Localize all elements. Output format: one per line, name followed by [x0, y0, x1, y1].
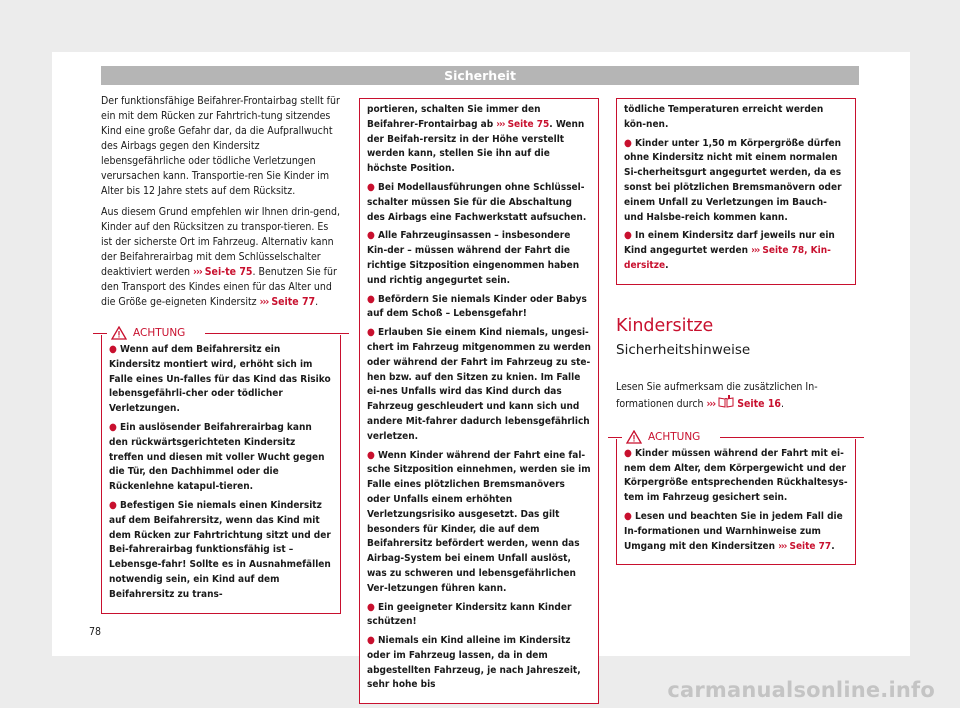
page-link[interactable]: Seite 77 [789, 540, 832, 552]
warning-triangle-icon [626, 430, 642, 444]
warning-item: ● Kinder müssen während der Fahrt mit ei-nem dem Alter, dem Körpergewicht und der Körpergröße entsprechenden Rückhaltesys-tem im Fahrzeug gesichert sein. [624, 447, 848, 504]
warning-item: ● Ein auslösender Beifahrerairbag kann den rückwärtsgerichteten Kindersitz treffen und diesen mit voller Wucht gegen die Tür, den Dachhimmel oder die Rückenlehne katapul-tieren. [109, 421, 325, 493]
warning-triangle-icon [111, 326, 127, 340]
book-icon [718, 395, 734, 408]
section-header: Sicherheit [101, 66, 859, 85]
warning-item: portieren, schalten Sie immer den Beifahrer-Frontairbag ab ››› Seite 75. Wenn der Beifah-rersitz in der Höhe verstellt werden kann, stellen Sie ihn auf die höchste Position. [367, 104, 585, 175]
warning-box-continued [359, 98, 599, 704]
subsection-heading: Sicherheitshinweise [616, 341, 751, 358]
column-3 [616, 98, 856, 565]
warning-item: ● In einem Kindersitz darf jeweils nur ein Kind angegurtet werden ››› Seite 78, Kin-dersitze. [624, 230, 835, 271]
chevron-triple-icon: ››› [706, 397, 716, 410]
column-2 [359, 98, 599, 704]
chevron-triple-icon: ››› [193, 266, 202, 278]
page-link[interactable]: Seite 77 [271, 296, 316, 308]
warning-item: ● Erlauben Sie einem Kind niemals, ungesi-chert im Fahrzeug mitgenommen zu werden oder während der Fahrt im Fahrzeug zu ste-hen bzw. auf den Sitzen zu knien. Im Falle ei-nes Unfalls wird das Kind durch das Fahrzeug geschleudert und kann sich und andere Mit-fahrer dadurch lebensgefährlich verletzen. [367, 327, 591, 442]
warning-title: ACHTUNG [648, 430, 701, 443]
warning-header [616, 428, 856, 448]
page-link[interactable]: Seite 78, Kin-dersitze [624, 245, 831, 271]
warning-box [101, 335, 341, 614]
warning-item: ● Wenn Kinder während der Fahrt eine fal-sche Sitzposition einnehmen, werden sie im Falle eines plötzlichen Bremsmanövers oder Unfalls einem erhöhten Verletzungsrisiko ausgesetzt. Das gilt besonders für Kinder, die auf dem Beifahrersitz befördert werden, wenn das Airbag-System bei einem Unfall auslöst, was zu schweren und lebensgefährlichen Ver-letzungen führen kann. [367, 449, 591, 594]
column-1 [101, 94, 341, 614]
warning-item: ● Wenn auf dem Beifahrersitz ein Kindersitz montiert wird, erhöht sich im Falle eines Un-falles für das Kind das Risiko lebensgefährli-cher oder tödlicher Verletzungen. [109, 344, 331, 415]
paragraph-intro: Der funktionsfähige Beifahrer-Frontairbag stellt für ein mit dem Rücken zur Fahrtrich-tung sitzendes Kind eine große Gefahr dar, da die Aufprallwucht des Airbags gegen den Kindersitz lebensgefährliche oder tödliche Verletzungen verursachen kann. Transportie-ren Sie Kinder im Alter bis 12 Jahre stets auf dem Rücksitz. [101, 95, 340, 197]
chevron-triple-icon: ››› [778, 540, 787, 552]
warning-item: tödliche Temperaturen erreicht werden kön-nen. [624, 104, 824, 130]
warning-box-continued [616, 98, 856, 285]
warning-item: ● Befördern Sie niemals Kinder oder Babys auf dem Schoß – Lebensgefahr! [367, 293, 587, 320]
page-link[interactable]: Sei-te 75 [204, 266, 253, 278]
paragraph-intro: Lesen Sie aufmerksam die zusätzlichen In-formationen durch ››› Seite 16. [616, 380, 818, 410]
watermark: carmanualsonline.info [667, 678, 935, 702]
warning-item: ● Alle Fahrzeuginsassen – insbesondere Kin-der – müssen während der Fahrt die richtige Sitzposition eingenommen haben und richtig angegurtet sein. [367, 230, 580, 286]
warning-header [101, 324, 341, 344]
section-heading: Kindersitze [616, 315, 714, 336]
warning-title: ACHTUNG [133, 327, 186, 339]
warning-item: ● Niemals ein Kind alleine im Kindersitz oder im Fahrzeug lassen, da in dem abgestellten Fahrzeug, je nach Jahreszeit, sehr hohe bis [367, 635, 581, 691]
page-link[interactable]: Seite 16 [737, 397, 782, 410]
warning-item: ● Kinder unter 1,50 m Körpergröße dürfen ohne Kindersitz nicht mit einem normalen Si-cherheitsgurt angegurtet werden, da es sonst bei plötzlichen Bremsmanövern oder einem Unfall zu Verletzungen im Bauch- und Halsbe-reich kommen kann. [624, 137, 842, 223]
warning-item: ● Ein geeigneter Kindersitz kann Kinder schützen! [367, 601, 572, 628]
chevron-triple-icon: ››› [751, 245, 760, 257]
warning-box [616, 439, 856, 566]
warning-item: ● Lesen und beachten Sie in jedem Fall die In-formationen und Warnhinweise zum Umgang mit den Kindersitzen ››› Seite 77. [624, 510, 843, 552]
chevron-triple-icon: ››› [259, 296, 269, 308]
chevron-triple-icon: ››› [496, 118, 505, 130]
page-number: 78 [89, 626, 102, 638]
warning-item: ● Befestigen Sie niemals einen Kindersitz auf dem Beifahrersitz, wenn das Kind mit dem Rücken zur Fahrtrichtung sitzt und der Bei-fahrerairbag funktionsfähig ist – Lebensge-fahr! Sollte es in Ausnahmefällen notwendig sein, ein Kind auf dem Beifahrersitz zu trans- [109, 499, 331, 600]
paragraph-recommendation: Aus diesem Grund empfehlen wir Ihnen drin-gend, Kinder auf den Rücksitzen zu transpor-tieren. Es ist der sicherste Ort im Fahrzeug. Alternativ kann der Beifahrerairbag mit dem Schlüsselschalter deaktiviert werden ››› Sei-te 75. Benutzen Sie für den Transport des Kindes einen für das Alter und die Größe ge-eigneten Kindersitz ››› Seite 77. [101, 206, 340, 308]
warning-item: ● Bei Modellausführungen ohne Schlüssel-schalter müssen Sie für die Abschaltung des Airbags eine Fachwerkstatt aufsuchen. [367, 181, 587, 223]
page-link[interactable]: Seite 75 [507, 118, 550, 130]
